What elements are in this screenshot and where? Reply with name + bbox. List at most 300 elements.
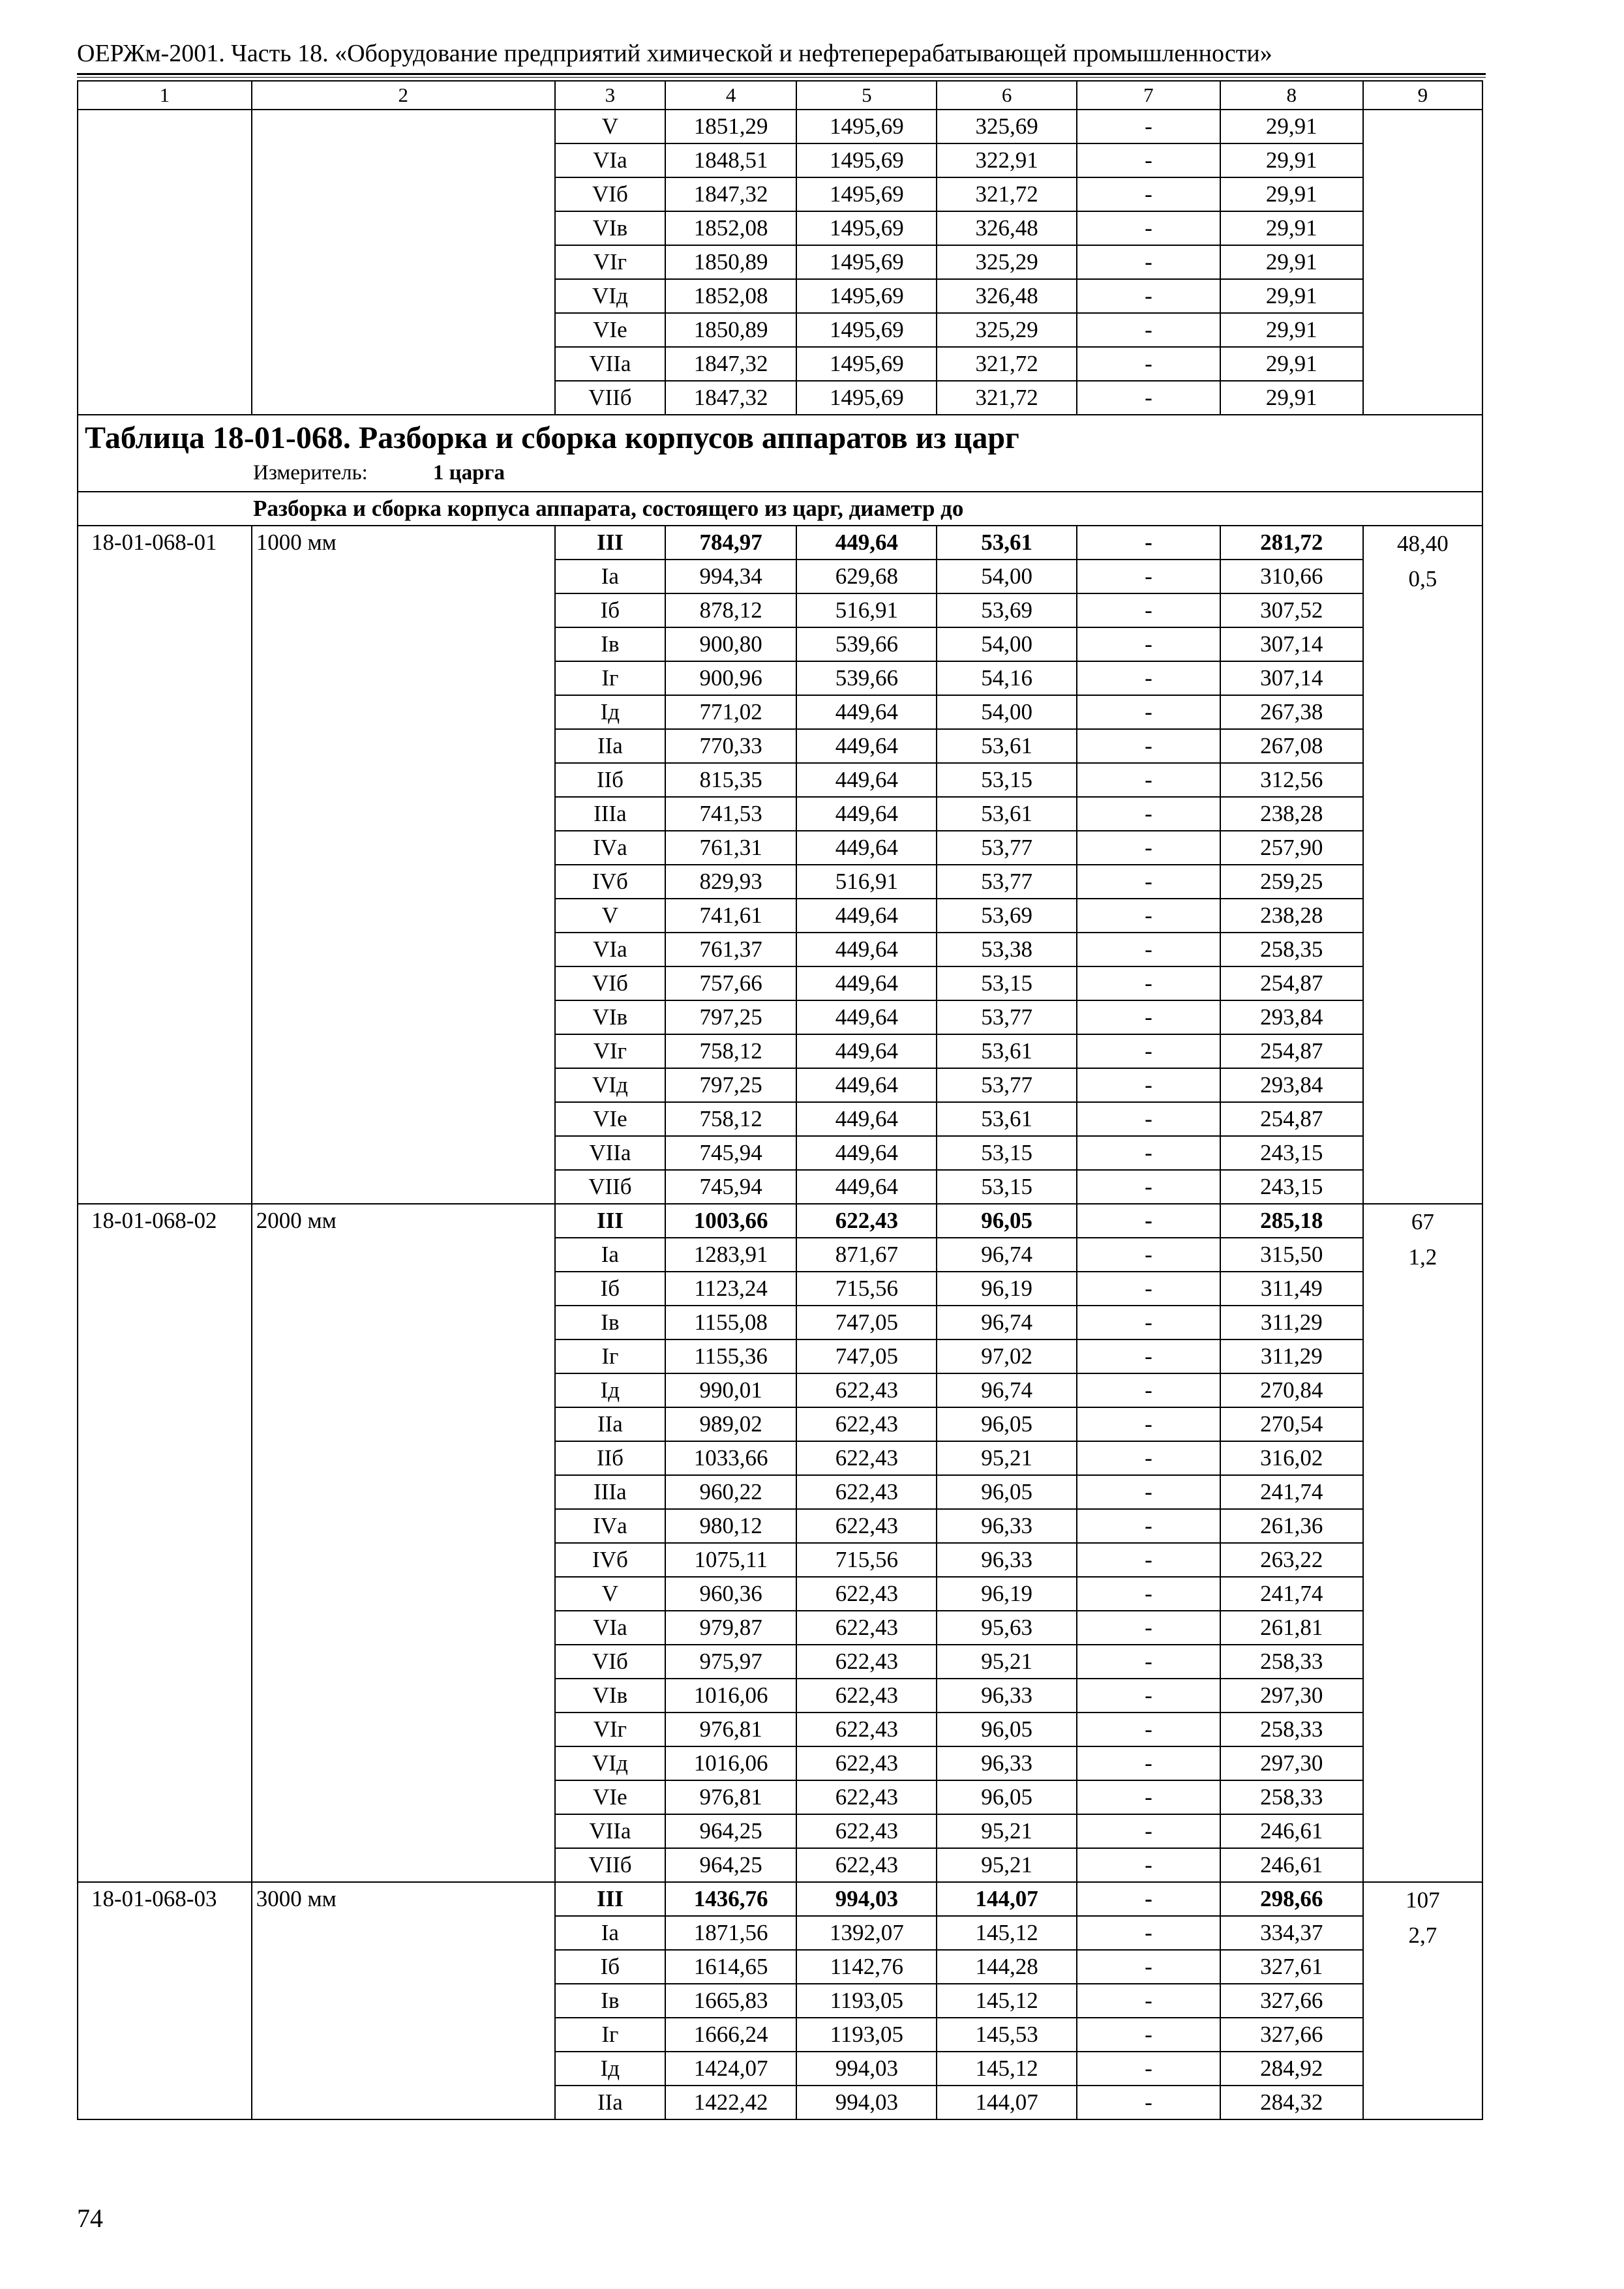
table-cell: 334,37 xyxy=(1220,1916,1363,1950)
table-cell: IIб xyxy=(555,763,665,797)
table-cell: 622,43 xyxy=(796,1373,937,1407)
table-cell: 96,33 xyxy=(937,1509,1077,1543)
table-cell: 964,25 xyxy=(665,1848,797,1882)
table-cell: - xyxy=(1077,1136,1220,1170)
table-cell: 815,35 xyxy=(665,763,797,797)
table-cell: - xyxy=(1077,177,1220,211)
table-cell: 96,33 xyxy=(937,1543,1077,1577)
table-cell: 307,52 xyxy=(1220,593,1363,627)
rate-code: 18-01-068-01 xyxy=(78,526,252,1204)
table-cell: 1666,24 xyxy=(665,2018,797,2052)
table-cell: - xyxy=(1077,1645,1220,1679)
table-cell: 293,84 xyxy=(1220,1068,1363,1102)
column-number: 5 xyxy=(796,81,937,110)
table-cell: 1850,89 xyxy=(665,313,797,347)
table-cell: VIг xyxy=(555,1034,665,1068)
labor-value: 0,5 xyxy=(1408,566,1437,591)
table-cell: 258,33 xyxy=(1220,1713,1363,1746)
table-cell: 145,12 xyxy=(937,2052,1077,2086)
table-cell: 29,91 xyxy=(1220,177,1363,211)
table-cell: VIв xyxy=(555,211,665,245)
table-cell: 254,87 xyxy=(1220,1034,1363,1068)
table-cell: III xyxy=(555,1204,665,1238)
table-cell: 1847,32 xyxy=(665,347,797,381)
table-cell: VIе xyxy=(555,1780,665,1814)
table-cell: 238,28 xyxy=(1220,899,1363,933)
table-cell: 315,50 xyxy=(1220,1238,1363,1272)
table-cell: 797,25 xyxy=(665,1068,797,1102)
table-cell: - xyxy=(1077,110,1220,143)
table-cell: - xyxy=(1077,1679,1220,1713)
table-cell: 284,32 xyxy=(1220,2086,1363,2119)
table-cell: 321,72 xyxy=(937,381,1077,415)
table-cell: - xyxy=(1077,661,1220,695)
table-row xyxy=(78,526,1482,560)
table-cell: IIа xyxy=(555,729,665,763)
table-cell: 307,14 xyxy=(1220,661,1363,695)
table-cell: 994,03 xyxy=(796,1882,937,1916)
table-cell: Iг xyxy=(555,1339,665,1373)
table-cell: IVа xyxy=(555,1509,665,1543)
table-cell: 770,33 xyxy=(665,729,797,763)
table-cell: 1495,69 xyxy=(796,347,937,381)
table-cell: 761,31 xyxy=(665,831,797,865)
table-cell: 261,36 xyxy=(1220,1509,1363,1543)
table-cell: IIIа xyxy=(555,797,665,831)
table-cell: 1495,69 xyxy=(796,143,937,177)
table-cell: 257,90 xyxy=(1220,831,1363,865)
table-cell: Iв xyxy=(555,627,665,661)
table-cell: 327,66 xyxy=(1220,2018,1363,2052)
table-cell: 1016,06 xyxy=(665,1679,797,1713)
rate-name: 2000 мм xyxy=(252,1204,555,1882)
table-title-row xyxy=(78,415,1482,492)
table-cell: - xyxy=(1077,797,1220,831)
table-cell: 53,77 xyxy=(937,1000,1077,1034)
table-cell: - xyxy=(1077,1916,1220,1950)
table-cell: 747,05 xyxy=(796,1306,937,1339)
table-cell: VIг xyxy=(555,245,665,279)
table-cell: 1495,69 xyxy=(796,279,937,313)
table-cell: - xyxy=(1077,347,1220,381)
table-cell: - xyxy=(1077,143,1220,177)
table-cell: - xyxy=(1077,1950,1220,1984)
table-cell: 53,61 xyxy=(937,797,1077,831)
table-cell: 771,02 xyxy=(665,695,797,729)
table-cell: 321,72 xyxy=(937,347,1077,381)
labor-value: 48,40 xyxy=(1396,531,1449,556)
table-cell: 145,12 xyxy=(937,1916,1077,1950)
table-cell: 622,43 xyxy=(796,1848,937,1882)
table-cell: VIв xyxy=(555,1679,665,1713)
table-cell: 539,66 xyxy=(796,661,937,695)
table-cell: 829,93 xyxy=(665,865,797,899)
table-cell: IVб xyxy=(555,1543,665,1577)
table-cell: - xyxy=(1077,1713,1220,1746)
table-cell: 758,12 xyxy=(665,1102,797,1136)
table-cell: 622,43 xyxy=(796,1475,937,1509)
table-cell: VIIа xyxy=(555,1814,665,1848)
table-cell: 311,49 xyxy=(1220,1272,1363,1306)
labor-value: 67 xyxy=(1411,1209,1434,1234)
table-cell: - xyxy=(1077,831,1220,865)
table-cell: VIг xyxy=(555,1713,665,1746)
table-cell: III xyxy=(555,1882,665,1916)
table-cell: 96,05 xyxy=(937,1780,1077,1814)
table-cell: - xyxy=(1077,627,1220,661)
table-cell: 29,91 xyxy=(1220,279,1363,313)
rate-name: 3000 мм xyxy=(252,1882,555,2119)
table-cell: VIIб xyxy=(555,381,665,415)
table-cell: 622,43 xyxy=(796,1441,937,1475)
table-cell: - xyxy=(1077,1543,1220,1577)
table-cell: 293,84 xyxy=(1220,1000,1363,1034)
table-cell: 29,91 xyxy=(1220,143,1363,177)
table-cell: 53,77 xyxy=(937,1068,1077,1102)
table-cell: 285,18 xyxy=(1220,1204,1363,1238)
table-cell: 1495,69 xyxy=(796,110,937,143)
table-cell: 449,64 xyxy=(796,797,937,831)
table-cell: 261,81 xyxy=(1220,1611,1363,1645)
table-cell: 29,91 xyxy=(1220,211,1363,245)
table-cell: 761,37 xyxy=(665,933,797,966)
table-cell: 254,87 xyxy=(1220,1102,1363,1136)
table-cell: 1155,08 xyxy=(665,1306,797,1339)
table-cell: 53,69 xyxy=(937,899,1077,933)
table-cell: IIIа xyxy=(555,1475,665,1509)
table-cell: - xyxy=(1077,899,1220,933)
table-cell: 321,72 xyxy=(937,177,1077,211)
table-row xyxy=(78,1204,1482,1238)
table-cell: 96,74 xyxy=(937,1238,1077,1272)
table-cell: 622,43 xyxy=(796,1577,937,1611)
table-row xyxy=(78,110,1482,143)
table-cell: 975,97 xyxy=(665,1645,797,1679)
table-cell: V xyxy=(555,110,665,143)
table-cell: 976,81 xyxy=(665,1780,797,1814)
table-cell: - xyxy=(1077,2086,1220,2119)
table-cell: 326,48 xyxy=(937,211,1077,245)
table-cell: - xyxy=(1077,1984,1220,2018)
table-cell: 326,48 xyxy=(937,279,1077,313)
table-cell: 54,00 xyxy=(937,560,1077,593)
table-cell: 871,67 xyxy=(796,1238,937,1272)
table-cell: - xyxy=(1077,1102,1220,1136)
labor-value: 1,2 xyxy=(1408,1244,1437,1270)
table-cell: 29,91 xyxy=(1220,347,1363,381)
table-cell: V xyxy=(555,1577,665,1611)
table-cell: 270,54 xyxy=(1220,1407,1363,1441)
table-cell: - xyxy=(1077,381,1220,415)
table-cell: - xyxy=(1077,1611,1220,1645)
table-title: Таблица 18-01-068. Разборка и сборка корпусов аппаратов из царг xyxy=(85,421,1019,455)
table-cell: 622,43 xyxy=(796,1780,937,1814)
table-cell: 745,94 xyxy=(665,1136,797,1170)
table-cell: 29,91 xyxy=(1220,110,1363,143)
table-cell: 96,05 xyxy=(937,1204,1077,1238)
table-cell: 325,69 xyxy=(937,110,1077,143)
table-cell: - xyxy=(1077,526,1220,560)
table-cell: 1495,69 xyxy=(796,211,937,245)
table-cell: - xyxy=(1077,933,1220,966)
table-cell: IVа xyxy=(555,831,665,865)
table-cell: - xyxy=(1077,1509,1220,1543)
table-cell: 622,43 xyxy=(796,1814,937,1848)
table-cell: 53,61 xyxy=(937,1034,1077,1068)
table-cell: 449,64 xyxy=(796,933,937,966)
rate-code: 18-01-068-02 xyxy=(78,1204,252,1882)
table-cell: 246,61 xyxy=(1220,1848,1363,1882)
column-number: 7 xyxy=(1077,81,1220,110)
table-cell: 1851,29 xyxy=(665,110,797,143)
table-cell: 741,53 xyxy=(665,797,797,831)
table-cell: 53,61 xyxy=(937,526,1077,560)
table-cell: 1142,76 xyxy=(796,1950,937,1984)
rate-name: 1000 мм xyxy=(252,526,555,1204)
table-cell: Iа xyxy=(555,560,665,593)
table-cell: 1155,36 xyxy=(665,1339,797,1373)
empty-code-cell xyxy=(78,110,252,415)
table-cell: 622,43 xyxy=(796,1407,937,1441)
table-cell: 960,36 xyxy=(665,1577,797,1611)
empty-name-cell xyxy=(252,110,555,415)
table-cell: 449,64 xyxy=(796,966,937,1000)
table-row xyxy=(78,1882,1482,1916)
table-cell: - xyxy=(1077,2018,1220,2052)
table-cell: VIа xyxy=(555,143,665,177)
table-cell: 53,38 xyxy=(937,933,1077,966)
table-cell: 516,91 xyxy=(796,865,937,899)
table-cell: VIб xyxy=(555,966,665,1000)
table-cell: 622,43 xyxy=(796,1713,937,1746)
page-number: 74 xyxy=(77,2204,103,2233)
table-cell: 325,29 xyxy=(937,245,1077,279)
table-cell: 298,66 xyxy=(1220,1882,1363,1916)
table-cell: 715,56 xyxy=(796,1543,937,1577)
table-cell: 622,43 xyxy=(796,1204,937,1238)
table-cell: 95,63 xyxy=(937,1611,1077,1645)
table-cell: - xyxy=(1077,1848,1220,1882)
table-cell: 1193,05 xyxy=(796,1984,937,2018)
table-cell: IVб xyxy=(555,865,665,899)
table-cell: Iд xyxy=(555,1373,665,1407)
table-cell: 1016,06 xyxy=(665,1746,797,1780)
table-cell: - xyxy=(1077,1814,1220,1848)
table-cell: - xyxy=(1077,1882,1220,1916)
table-cell: 994,03 xyxy=(796,2086,937,2119)
table-cell: 53,15 xyxy=(937,1136,1077,1170)
table-cell: 1852,08 xyxy=(665,279,797,313)
table-cell: 145,53 xyxy=(937,2018,1077,2052)
table-cell: 270,84 xyxy=(1220,1373,1363,1407)
table-cell: - xyxy=(1077,1306,1220,1339)
table-cell: 310,66 xyxy=(1220,560,1363,593)
table-cell: 1392,07 xyxy=(796,1916,937,1950)
table-cell: VIIб xyxy=(555,1848,665,1882)
table-cell: 241,74 xyxy=(1220,1577,1363,1611)
table-cell: 878,12 xyxy=(665,593,797,627)
table-cell: 1665,83 xyxy=(665,1984,797,2018)
rate-code: 18-01-068-03 xyxy=(78,1882,252,2119)
table-cell: V xyxy=(555,899,665,933)
table-cell: 53,15 xyxy=(937,1170,1077,1204)
table-cell: 1003,66 xyxy=(665,1204,797,1238)
table-cell: 1436,76 xyxy=(665,1882,797,1916)
table-cell: VIд xyxy=(555,1068,665,1102)
table-cell: 1033,66 xyxy=(665,1441,797,1475)
table-cell: III xyxy=(555,526,665,560)
table-cell: 1495,69 xyxy=(796,245,937,279)
labor-value: 107 xyxy=(1406,1887,1440,1913)
table-cell: 960,22 xyxy=(665,1475,797,1509)
table-cell: 449,64 xyxy=(796,831,937,865)
table-cell: IIа xyxy=(555,1407,665,1441)
table-cell: 449,64 xyxy=(796,1170,937,1204)
header-rule xyxy=(77,73,1486,75)
table-cell: VIIб xyxy=(555,1170,665,1204)
table-cell: VIд xyxy=(555,279,665,313)
table-cell: 312,56 xyxy=(1220,763,1363,797)
table-cell: Iб xyxy=(555,593,665,627)
table-cell: 95,21 xyxy=(937,1848,1077,1882)
table-cell: - xyxy=(1077,1746,1220,1780)
table-cell: 449,64 xyxy=(796,1136,937,1170)
table-cell: 281,72 xyxy=(1220,526,1363,560)
table-cell: 144,07 xyxy=(937,2086,1077,2119)
table-cell: - xyxy=(1077,1000,1220,1034)
table-cell: 449,64 xyxy=(796,1068,937,1102)
table-cell: 1283,91 xyxy=(665,1238,797,1272)
table-cell: 989,02 xyxy=(665,1407,797,1441)
table-cell: 1495,69 xyxy=(796,381,937,415)
table-cell: - xyxy=(1077,763,1220,797)
table-cell: 715,56 xyxy=(796,1272,937,1306)
table-cell: - xyxy=(1077,1407,1220,1441)
table-cell: IIа xyxy=(555,2086,665,2119)
table-cell: Iв xyxy=(555,1984,665,2018)
table-cell: 246,61 xyxy=(1220,1814,1363,1848)
labor-cell xyxy=(1363,1882,1482,2119)
table-cell: 900,96 xyxy=(665,661,797,695)
table-cell: 322,91 xyxy=(937,143,1077,177)
table-cell: 53,61 xyxy=(937,729,1077,763)
table-cell: 990,01 xyxy=(665,1373,797,1407)
table-cell: 327,66 xyxy=(1220,1984,1363,2018)
table-cell: 449,64 xyxy=(796,695,937,729)
table-cell: VIа xyxy=(555,1611,665,1645)
table-cell: 53,69 xyxy=(937,593,1077,627)
table-cell: VIIа xyxy=(555,1136,665,1170)
table-cell: Iб xyxy=(555,1272,665,1306)
table-cell: 1495,69 xyxy=(796,177,937,211)
table-cell: 307,14 xyxy=(1220,627,1363,661)
table-cell: 758,12 xyxy=(665,1034,797,1068)
table-cell: 263,22 xyxy=(1220,1543,1363,1577)
labor-value: 2,7 xyxy=(1408,1922,1437,1948)
table-cell: 1850,89 xyxy=(665,245,797,279)
table-cell: 1847,32 xyxy=(665,177,797,211)
table-cell: 54,00 xyxy=(937,627,1077,661)
table-cell: 449,64 xyxy=(796,729,937,763)
table-cell: 964,25 xyxy=(665,1814,797,1848)
table-cell: 243,15 xyxy=(1220,1170,1363,1204)
table-cell: 238,28 xyxy=(1220,797,1363,831)
table-cell: 96,05 xyxy=(937,1407,1077,1441)
price-table xyxy=(77,80,1483,2120)
table-cell: 54,16 xyxy=(937,661,1077,695)
column-number: 3 xyxy=(555,81,665,110)
column-number-row xyxy=(78,81,1482,110)
table-cell: 622,43 xyxy=(796,1746,937,1780)
empty-col9-cell xyxy=(1363,110,1482,415)
table-cell: - xyxy=(1077,729,1220,763)
column-number: 8 xyxy=(1220,81,1363,110)
table-cell: IIб xyxy=(555,1441,665,1475)
table-cell: - xyxy=(1077,1577,1220,1611)
table-cell: 745,94 xyxy=(665,1170,797,1204)
table-cell: Iа xyxy=(555,1238,665,1272)
table-cell: 449,64 xyxy=(796,899,937,933)
table-cell: 741,61 xyxy=(665,899,797,933)
table-cell: VIд xyxy=(555,1746,665,1780)
column-number: 9 xyxy=(1363,81,1482,110)
table-cell: VIб xyxy=(555,177,665,211)
table-cell: Iб xyxy=(555,1950,665,1984)
table-cell: 311,29 xyxy=(1220,1306,1363,1339)
table-subtitle-row xyxy=(78,492,1482,526)
table-cell: 267,38 xyxy=(1220,695,1363,729)
table-cell: 53,77 xyxy=(937,865,1077,899)
column-number: 1 xyxy=(78,81,252,110)
table-cell: - xyxy=(1077,1238,1220,1272)
table-cell: 449,64 xyxy=(796,1000,937,1034)
table-cell: VIе xyxy=(555,313,665,347)
table-cell: - xyxy=(1077,1272,1220,1306)
column-number: 4 xyxy=(665,81,797,110)
table-cell: 145,12 xyxy=(937,1984,1077,2018)
table-cell: 258,33 xyxy=(1220,1780,1363,1814)
table-cell: - xyxy=(1077,279,1220,313)
table-cell: 54,00 xyxy=(937,695,1077,729)
table-cell: 1847,32 xyxy=(665,381,797,415)
table-cell: 1614,65 xyxy=(665,1950,797,1984)
table-cell: Iг xyxy=(555,2018,665,2052)
table-cell: - xyxy=(1077,1475,1220,1509)
table-cell: 747,05 xyxy=(796,1339,937,1373)
table-cell: 980,12 xyxy=(665,1509,797,1543)
labor-cell xyxy=(1363,526,1482,1204)
table-cell: 96,19 xyxy=(937,1272,1077,1306)
table-cell: 96,19 xyxy=(937,1577,1077,1611)
table-cell: 297,30 xyxy=(1220,1679,1363,1713)
table-cell: 784,97 xyxy=(665,526,797,560)
table-cell: 96,74 xyxy=(937,1306,1077,1339)
column-number: 6 xyxy=(937,81,1077,110)
table-cell: 976,81 xyxy=(665,1713,797,1746)
table-cell: 994,03 xyxy=(796,2052,937,2086)
table-cell: 1871,56 xyxy=(665,1916,797,1950)
table-cell: 900,80 xyxy=(665,627,797,661)
table-cell: 449,64 xyxy=(796,763,937,797)
table-cell: 539,66 xyxy=(796,627,937,661)
table-cell: - xyxy=(1077,1170,1220,1204)
table-cell: - xyxy=(1077,1780,1220,1814)
table-cell: 95,21 xyxy=(937,1814,1077,1848)
table-cell: 1495,69 xyxy=(796,313,937,347)
table-cell: 1123,24 xyxy=(665,1272,797,1306)
table-cell: - xyxy=(1077,1068,1220,1102)
table-cell: - xyxy=(1077,1441,1220,1475)
